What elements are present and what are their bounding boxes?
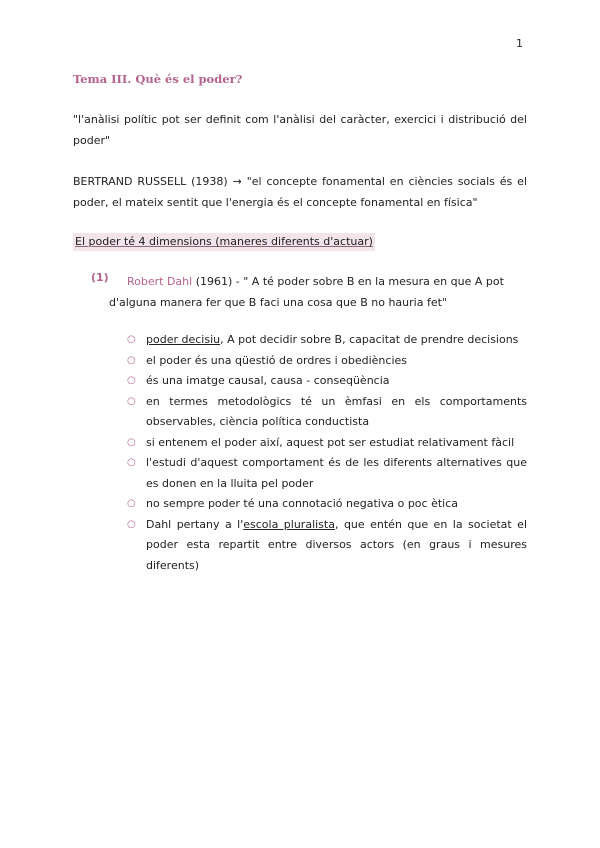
list-item-text: , que entén que en la societat el poder esta repartit entre diversos actors (en graus i mesures diferents) <box>146 517 528 572</box>
list-item-text: , A pot decidir sobre B, capacitat de prendre decisions <box>220 333 519 346</box>
list-item-prefix: Dahl pertany a l' <box>146 517 244 531</box>
list-item-text: l'estudi d'aquest comportament és de les diferents alternatives que es donen en la lluita pel poder <box>146 456 527 490</box>
page-number: 1 <box>516 37 523 50</box>
page-title: Tema III. Què és el poder? <box>73 72 243 86</box>
russell-paragraph: BERTRAND RUSSELL (1938) → "el concepte fonamental en ciències socials és el poder, el mateix sentit que l'energia és el concepte fonamental en física" <box>73 175 527 209</box>
circle-outline-icon: ○ <box>127 375 136 386</box>
circle-outline-icon: ○ <box>127 395 136 407</box>
dahl-definition <box>127 271 527 292</box>
circle-outline-icon: ○ <box>127 498 136 509</box>
list-item-text: el poder és una qüestió de ordres i obediències <box>146 353 408 367</box>
list-item <box>127 371 527 392</box>
section-heading: El poder té 4 dimensions (maneres diferents d'actuar) <box>73 233 375 251</box>
circle-outline-icon: ○ <box>127 354 136 366</box>
list-item <box>127 330 527 351</box>
list-item <box>127 494 527 515</box>
underlined-term: poder decisiu <box>146 333 221 346</box>
underlined-term: escola pluralista <box>243 517 335 531</box>
list-item <box>127 453 527 494</box>
list-item-text: en termes metodològics té un èmfasi en els comportaments observables, ciència política conductista <box>146 394 527 428</box>
circle-outline-icon: ○ <box>127 436 136 448</box>
list-item-text: no sempre poder té una connotació negativa o poc ètica <box>146 497 459 510</box>
item-number: (1) <box>91 271 109 284</box>
list-item <box>127 351 527 372</box>
dahl-text-line1: (1961) - " A té poder sobre B en la mesura en que A pot <box>192 275 504 288</box>
bullet-list <box>127 330 527 576</box>
dahl-text-line2: d'alguna manera fer que B faci una cosa que B no hauria fet" <box>109 296 447 309</box>
circle-outline-icon: ○ <box>127 518 136 530</box>
list-item <box>127 392 527 433</box>
circle-outline-icon: ○ <box>127 334 136 345</box>
dahl-name: Robert Dahl <box>127 275 193 288</box>
list-item <box>127 515 527 577</box>
quote-paragraph: "l'anàlisi polític pot ser definit com l'anàlisi del caràcter, exercici i distribució del poder" <box>73 113 527 147</box>
list-item <box>127 433 527 454</box>
circle-outline-icon: ○ <box>127 457 136 468</box>
list-item-text: si entenem el poder així, aquest pot ser estudiat relativament fàcil <box>146 435 515 449</box>
list-item-text: és una imatge causal, causa - conseqüència <box>146 374 390 387</box>
